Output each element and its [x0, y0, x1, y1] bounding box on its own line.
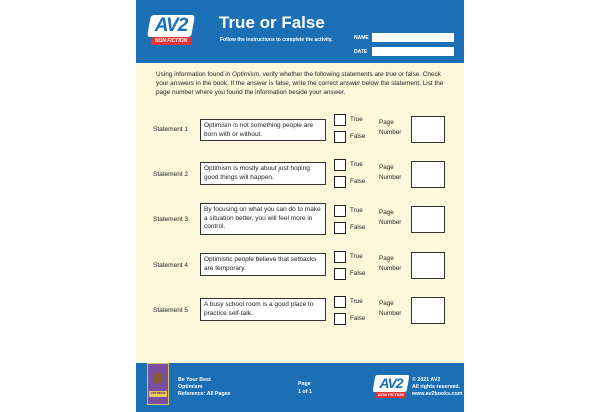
statement-row-2	[136, 158, 464, 198]
true-label: True	[350, 253, 363, 260]
page-number-field[interactable]	[411, 297, 445, 324]
true-label: True	[350, 207, 363, 214]
statement-text: Optimism is mostly about just hoping good things will happen.	[200, 162, 326, 185]
page-number-label: Page Number	[379, 209, 402, 226]
instructions	[156, 70, 448, 97]
statement-text: A busy school room is a good place to practice self-talk.	[200, 298, 326, 321]
cover-title: OPTIMISM	[150, 391, 166, 395]
av2-logo	[149, 15, 193, 47]
true-label: True	[350, 116, 363, 123]
statement-label: Statement 1	[153, 126, 189, 133]
date-field[interactable]	[372, 47, 454, 56]
footer-page-label: Page	[298, 381, 311, 387]
false-label: False	[350, 133, 366, 140]
false-checkbox[interactable]	[334, 313, 346, 325]
page-number-label: Page Number	[379, 300, 402, 317]
instructions-book-title: Optimism	[232, 71, 260, 78]
instructions-text-1: Using information found in	[156, 71, 233, 78]
statement-label: Statement 2	[153, 171, 189, 178]
date-label: DATE	[354, 49, 368, 55]
header-bar	[136, 0, 464, 63]
false-label: False	[350, 178, 366, 185]
statement-text: Optimistic people believe that setbacks are temporary.	[200, 253, 326, 276]
statement-text: By focusing on what you can do to make a situation better, you will feel more in control.	[200, 203, 326, 235]
page-number-field[interactable]	[411, 252, 445, 279]
true-checkbox[interactable]	[334, 251, 346, 263]
false-checkbox[interactable]	[334, 131, 346, 143]
statement-text: Optimism is not something people are born with or without.	[200, 119, 326, 141]
statement-label: Statement 5	[153, 307, 189, 314]
true-checkbox[interactable]	[334, 205, 346, 217]
footer-rights: All rights reserved.	[412, 384, 460, 390]
footer-copyright: © 2021 AV2	[412, 377, 441, 383]
page-title: True or False	[219, 13, 325, 32]
page-number-field[interactable]	[411, 161, 445, 188]
statement-label: Statement 3	[153, 216, 189, 223]
name-field[interactable]	[372, 33, 454, 42]
statement-row-3	[136, 203, 464, 243]
page-number-field[interactable]	[411, 206, 445, 233]
true-label: True	[350, 298, 363, 305]
true-checkbox[interactable]	[334, 296, 346, 308]
book-cover-image	[147, 363, 169, 405]
statement-row-4	[136, 249, 464, 289]
true-label: True	[350, 161, 363, 168]
footer-website[interactable]: www.av2books.com	[412, 391, 463, 397]
false-checkbox[interactable]	[334, 176, 346, 188]
false-label: False	[350, 270, 366, 277]
page-number-field[interactable]	[411, 116, 445, 143]
footer-page-value: 1 of 1	[298, 389, 312, 395]
page-number-label: Page Number	[379, 119, 402, 136]
footer-reference: Reference: All Pages	[178, 391, 231, 397]
false-checkbox[interactable]	[334, 222, 346, 234]
page-number-label: Page Number	[379, 255, 402, 272]
page-number-label: Page Number	[379, 164, 402, 181]
footer-logo-subtext: NON FICTION	[378, 392, 404, 397]
page-subtitle: Follow the instructions to complete the activity.	[220, 37, 333, 43]
true-checkbox[interactable]	[334, 159, 346, 171]
name-label: NAME	[354, 35, 369, 41]
false-label: False	[350, 224, 366, 231]
footer-series: Be Your Best	[178, 377, 211, 383]
logo-subtext: NON FICTION	[151, 37, 191, 45]
worksheet	[136, 0, 464, 412]
logo-text: AV2	[154, 15, 188, 36]
false-label: False	[350, 315, 366, 322]
false-checkbox[interactable]	[334, 268, 346, 280]
cover-portrait	[153, 372, 163, 384]
true-checkbox[interactable]	[334, 114, 346, 126]
footer-book: Optimism	[178, 384, 203, 390]
footer-av2-logo	[374, 375, 408, 401]
statement-row-1	[136, 113, 464, 153]
footer-bar	[136, 363, 464, 412]
instructions-text-2: , verify whether the following statements are true or false. Check your answers in the book. If the answer is false, write the correct answer below the statement. List the page number where you found the information beside your answer.	[156, 71, 444, 96]
statement-row-5	[136, 294, 464, 334]
footer-logo-text: AV2	[379, 375, 403, 391]
statement-label: Statement 4	[153, 262, 189, 269]
